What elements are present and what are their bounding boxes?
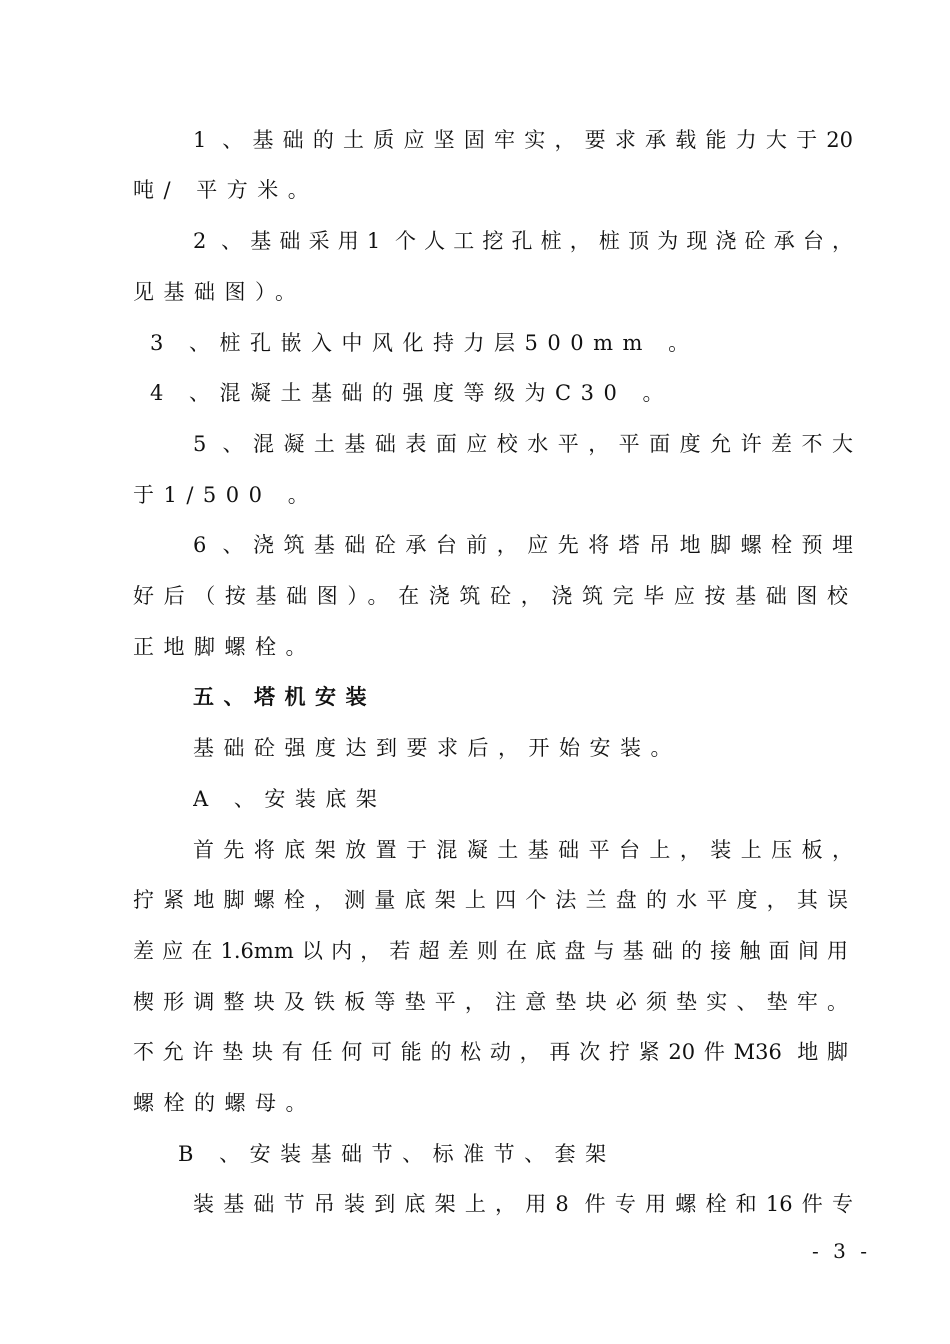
text-line-3: 2 、基础采用1 个人工挖孔桩，桩顶为现浇砼承台， xyxy=(193,229,853,253)
subsection-a-heading: A 、安装底架 xyxy=(193,787,387,811)
text-line-5: 3 、桩孔嵌入中风化持力层500mm 。 xyxy=(150,331,699,355)
text-line-17: 差应在1.6mm以内，若超差则在底盘与基础的接触面间用 xyxy=(133,939,848,963)
text-line-2: 吨/ 平方米。 xyxy=(133,178,319,202)
text-line-8: 于1/500 。 xyxy=(133,483,319,507)
text-line-1: 1 、基础的土质应坚固牢实，要求承载能力大于20 xyxy=(193,128,853,152)
text-line-10: 好后（按基础图）。在浇筑砼，浇筑完毕应按基础图校 xyxy=(133,584,848,608)
text-line-9: 6 、浇筑基础砼承台前，应先将塔吊地脚螺栓预埋 xyxy=(193,533,853,557)
text-line-22: 装基础节吊装到底架上，用8 件专用螺栓和16件专 xyxy=(193,1192,853,1216)
text-line-4: 见基础图）。 xyxy=(133,280,306,304)
text-line-13: 基础砼强度达到要求后，开始安装。 xyxy=(193,736,681,760)
text-line-15: 首先将底架放置于混凝土基础平台上，装上压板， xyxy=(193,838,853,862)
text-line-6: 4 、混凝土基础的强度等级为C30 。 xyxy=(150,381,673,405)
subsection-b-heading: B 、安装基础节、标准节、套架 xyxy=(178,1142,616,1166)
section-heading: 五、塔机安装 xyxy=(193,684,376,709)
text-line-7: 5 、混凝土基础表面应校水平，平面度允许差不大 xyxy=(193,432,853,456)
page-number: - 3 - xyxy=(812,1239,871,1263)
text-line-20: 螺栓的螺母。 xyxy=(133,1091,316,1115)
text-line-18: 楔形调整块及铁板等垫平，注意垫块必须垫实、垫牢。 xyxy=(133,990,848,1014)
text-line-11: 正地脚螺栓。 xyxy=(133,635,316,659)
text-line-16: 拧紧地脚螺栓，测量底架上四个法兰盘的水平度，其误 xyxy=(133,888,848,912)
text-line-19: 不允许垫块有任何可能的松动，再次拧紧20件M36 地脚 xyxy=(133,1040,848,1064)
